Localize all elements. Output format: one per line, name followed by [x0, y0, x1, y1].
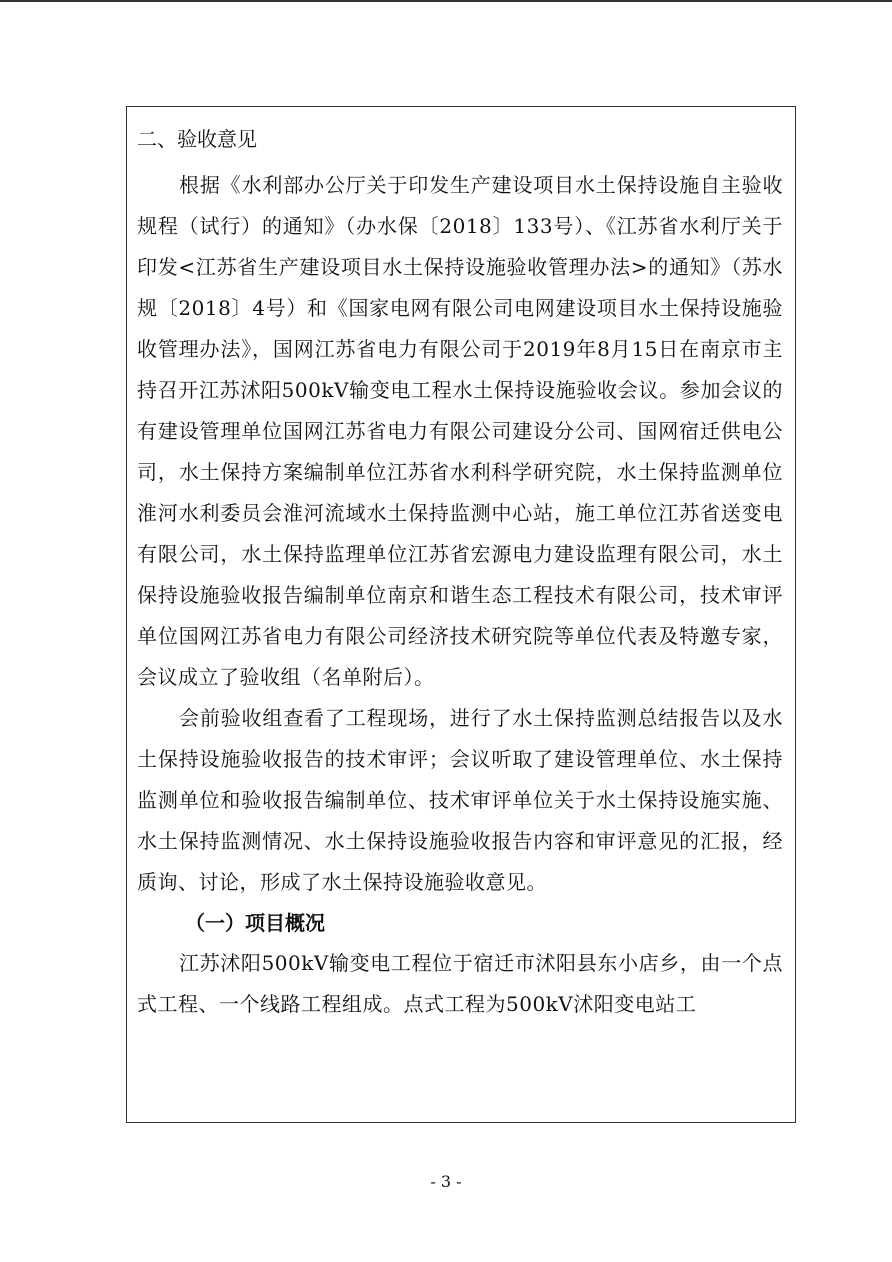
paragraph-basis: 根据《水利部办公厅关于印发生产建设项目水土保持设施自主验收规程（试行）的通知》（办水保〔2018〕133号）、《江苏省水利厅关于印发<江苏省生产建设项目水土保持设施验收管理办法>的通知》（苏水规〔2018〕4号）和《国家电网有限公司电网建设项目水土保持设施验收管理办法》，国网江苏省电力有限公司于2019年8月15日在南京市主持召开江苏沭阳500kV输变电工程水土保持设施验收会议。参加会议的有建设管理单位国网江苏省电力有限公司建设分公司、国网宿迁供电公司，水土保持方案编制单位江苏省水利科学研究院，水土保持监测单位淮河水利委员会淮河流域水土保持监测中心站，施工单位江苏省送变电有限公司，水土保持监理单位江苏省宏源电力建设监理有限公司，水土保持设施验收报告编制单位南京和谐生态工程技术有限公司，技术审评单位国网江苏省电力有限公司经济技术研究院等单位代表及特邀专家，会议成立了验收组（名单附后）。 — [137, 173, 783, 689]
paragraph-review: 会前验收组查看了工程现场，进行了水土保持监测总结报告以及水土保持设施验收报告的技术审评；会议听取了建设管理单位、水土保持监测单位和验收报告编制单位、技术审评单位关于水土保持设施实施、水土保持监测情况、水土保持设施验收报告内容和审评意见的汇报，经质询、讨论，形成了水土保持设施验收意见。 — [137, 706, 783, 894]
section-heading: 二、验收意见 — [137, 127, 257, 151]
sub-heading-project-overview: （一）项目概况 — [185, 911, 325, 935]
content-frame — [126, 106, 796, 1123]
page-top-rule — [0, 0, 892, 2]
paragraph-project-overview: 江苏沭阳500kV输变电工程位于宿迁市沭阳县东小店乡，由一个点式工程、一个线路工程组成。点式工程为500kV沭阳变电站工 — [137, 951, 783, 1016]
page-number: - 3 - — [430, 1172, 462, 1191]
